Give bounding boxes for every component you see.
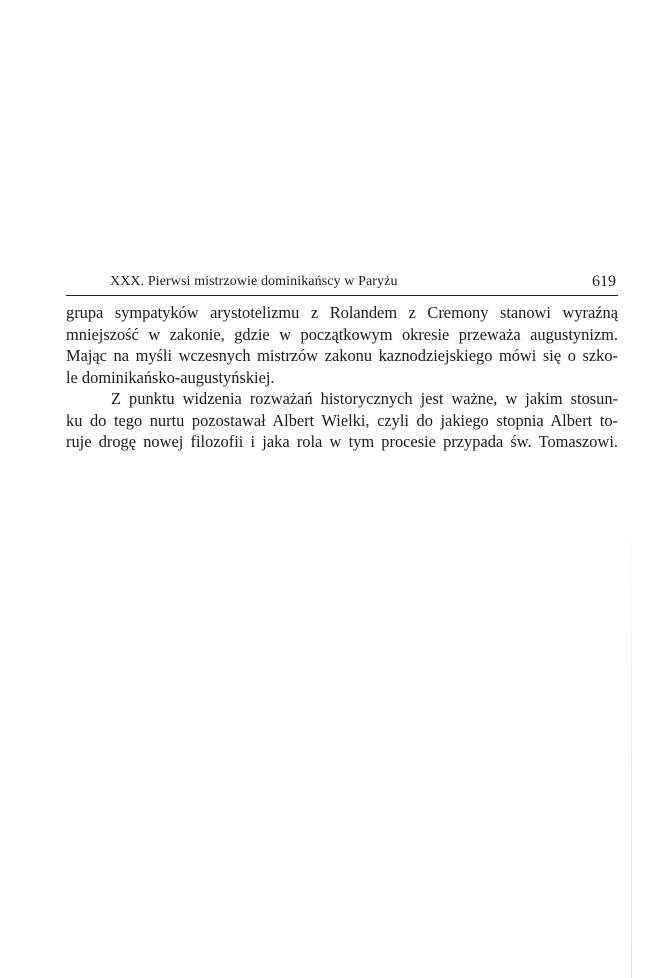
- text-line: le dominikańsko-augustyńskiej.: [66, 367, 275, 387]
- header-rule: [66, 295, 618, 296]
- text-line: ku do tego nurtu pozostawał Albert Wielki, czyli do jakiego stopnia Albert to-: [66, 410, 618, 430]
- running-head: [66, 274, 618, 294]
- text-line: Z punktu widzenia rozważań historycznych jest ważne, w jakim stosun-: [111, 389, 618, 408]
- running-title: XXX. Pierwsi mistrzowie dominikańscy w Paryżu: [110, 274, 398, 289]
- scan-edge-shadow: [631, 520, 632, 978]
- body-text: [66, 302, 618, 453]
- text-line: grupa sympatyków arystotelizmu z Rolandem z Cremony stanowi wyraźną: [66, 303, 618, 322]
- text-line: mniejszość w zakonie, gdzie w początkowym okresie przeważa augustynizm.: [66, 324, 618, 344]
- page-number: 619: [592, 273, 616, 290]
- text-line: ruje drogę nowej filozofii i jaka rola w tym procesie przypada św. Tomaszowi.: [66, 432, 618, 451]
- paragraph: [66, 388, 618, 453]
- paragraph: [66, 302, 618, 388]
- text-line: Mając na myśli wczesnych mistrzów zakonu kaznodziejskiego mówi się o szko-: [66, 346, 618, 365]
